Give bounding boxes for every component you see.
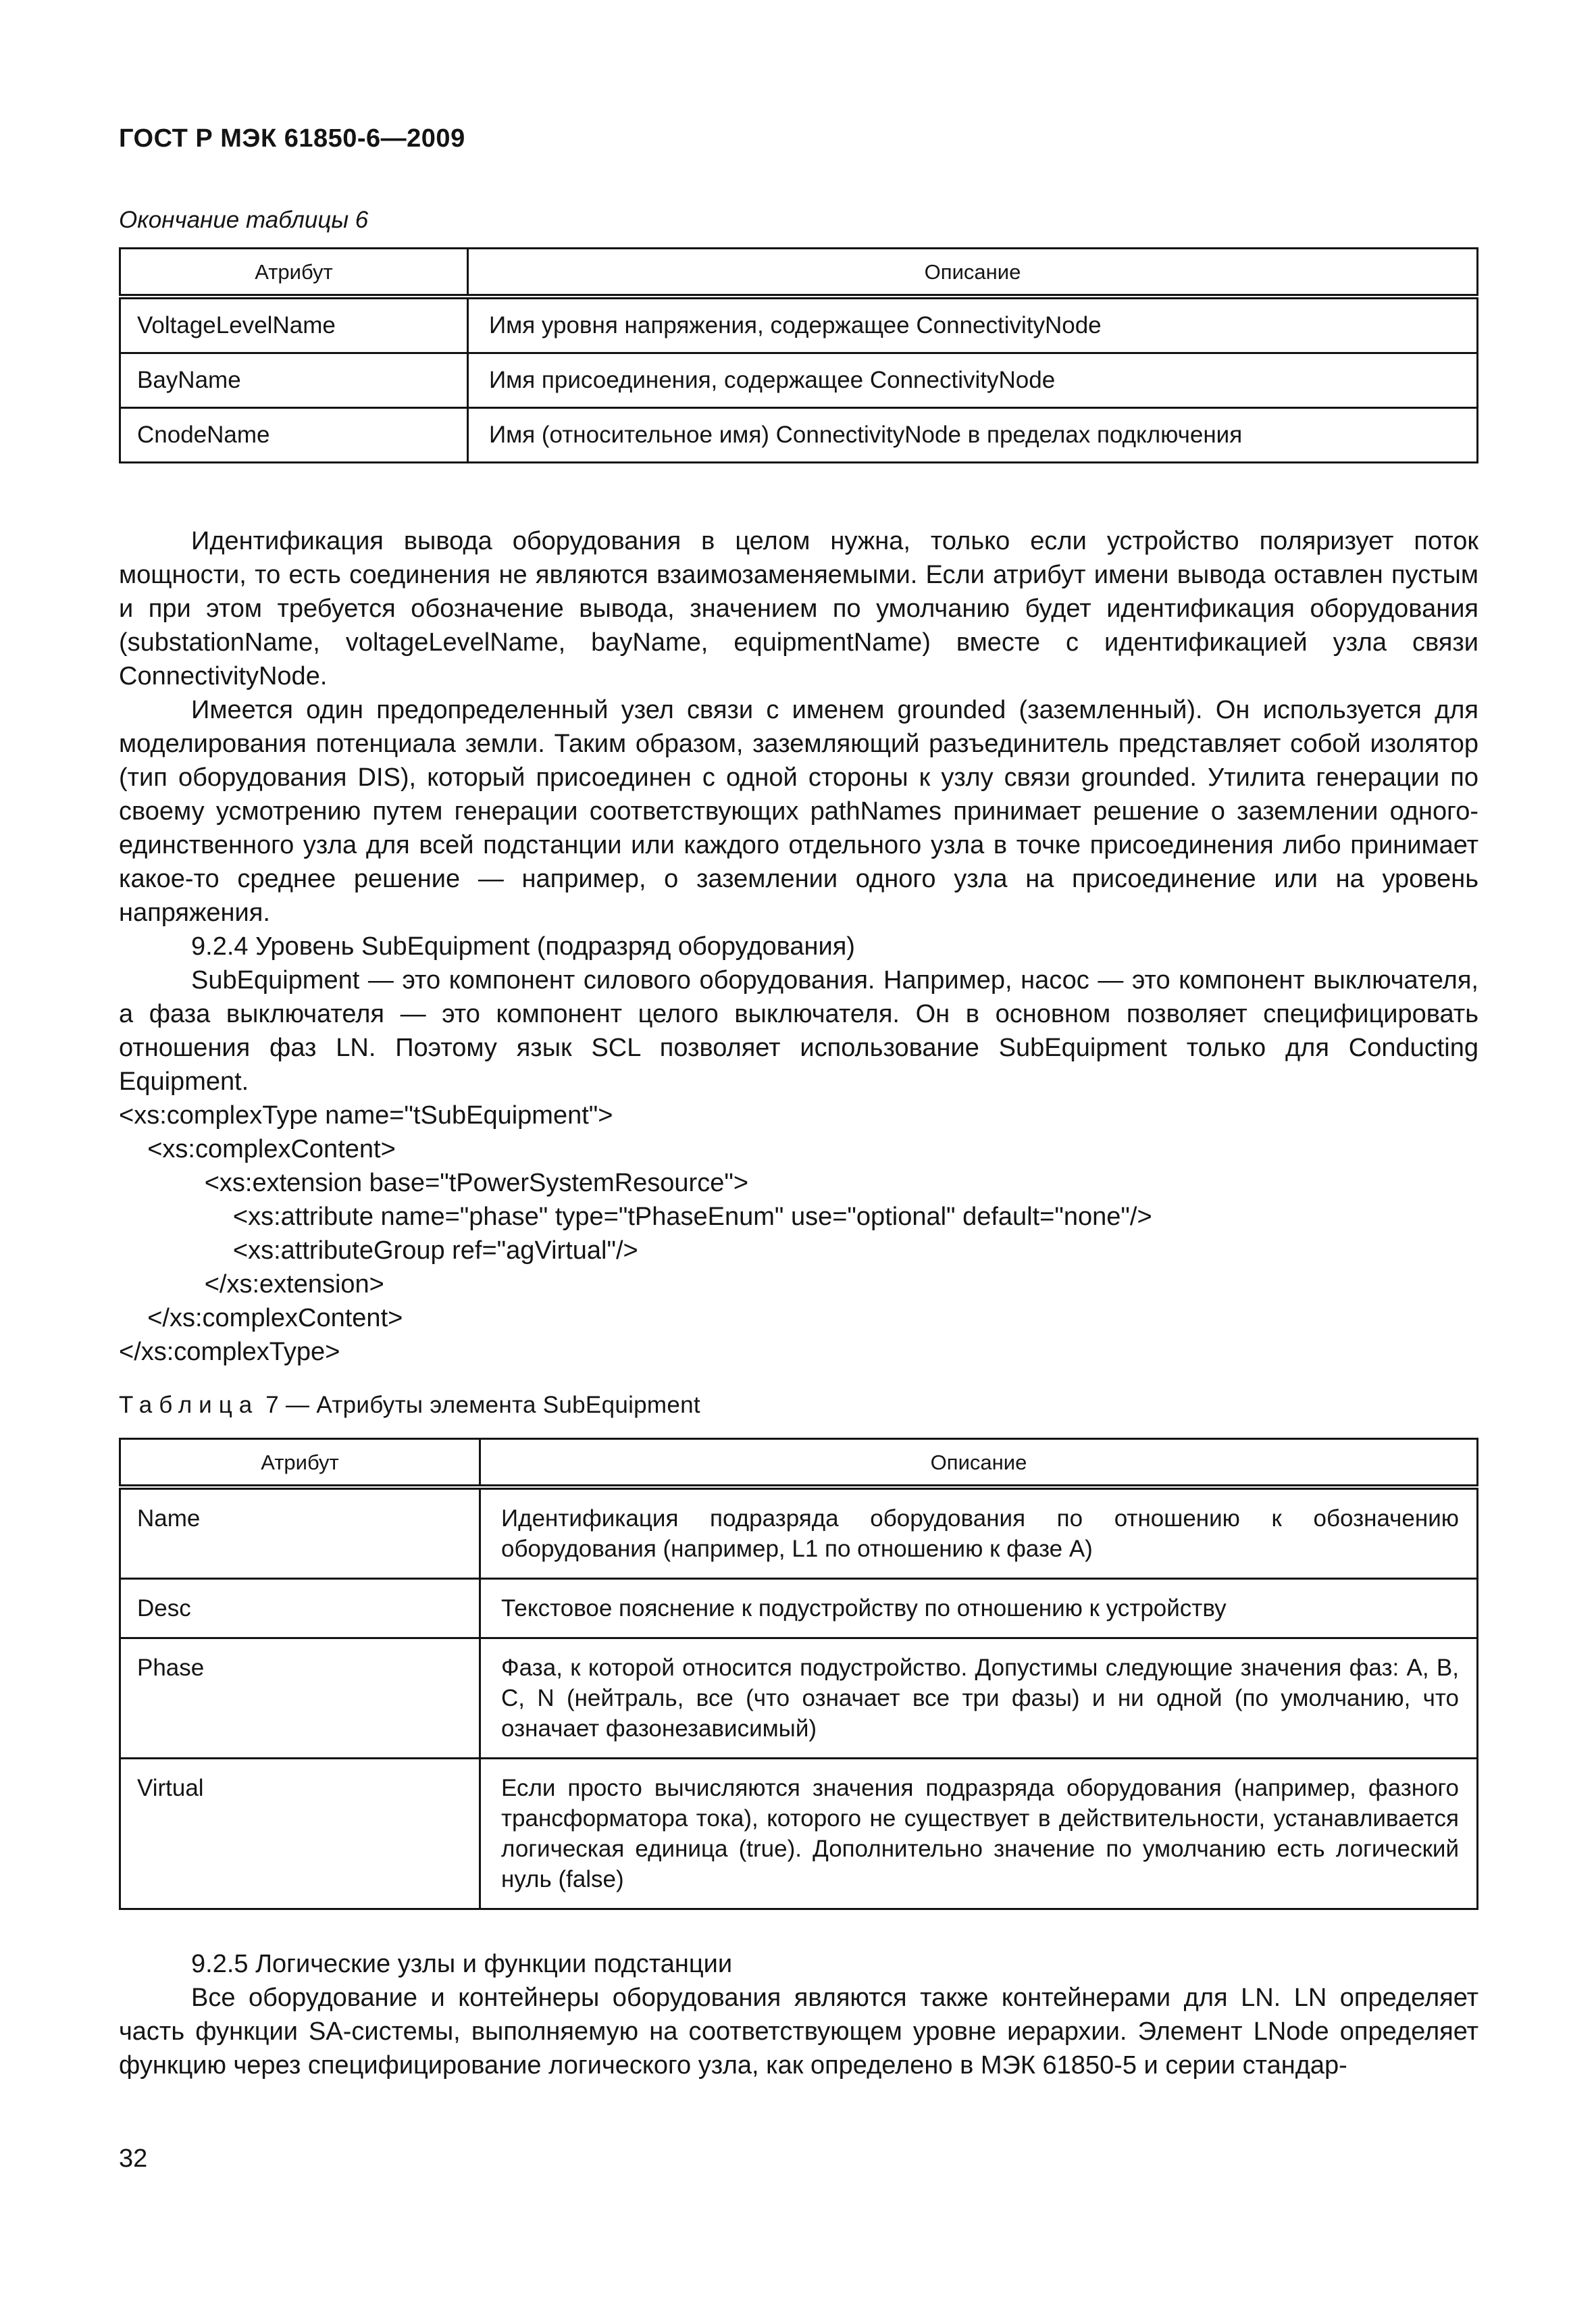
- column-header-attribute: Атрибут: [120, 249, 468, 297]
- description-cell: Имя присоединения, содержащее ConnectivityNode: [468, 353, 1478, 408]
- table-7-caption: [119, 1392, 700, 1419]
- table-header-row: [120, 249, 1478, 297]
- column-header-description: Описание: [468, 249, 1478, 297]
- code-line: <xs:attributeGroup ref="agVirtual"/>: [119, 1236, 638, 1265]
- description-cell: Идентификация подразряда оборудования по отношению к обозначению оборудования (например, L1 по отношению к фазе А): [480, 1487, 1478, 1579]
- code-line: <xs:complexContent>: [119, 1135, 396, 1163]
- paragraph: Имеется один предопределенный узел связи с именем grounded (заземленный). Он используется для моделирования потенциала земли. Таким образом, заземляющий разъединитель представляет собой изолятор (тип оборудования DIS), который присоединен с одной стороны к узлу связи grounded. Утилита генерации по своему усмотрению путем генерации соответствующих pathNames принимает решение о заземлении одного-единственного узла для всей подстанции или каждого отдельного узла в точке присоединения либо принимает какое-то среднее решение — например, о заземлении одного узла на присоединение или на уровень напряжения.: [119, 696, 1478, 927]
- description-cell: Текстовое пояснение к подустройству по отношению к устройству: [480, 1579, 1478, 1638]
- xml-schema-code: [119, 1099, 1478, 1369]
- table-row: [120, 1579, 1478, 1638]
- code-line: <xs:extension base="tPowerSystemResource">: [119, 1169, 749, 1197]
- body-text-block: [119, 1947, 1478, 2082]
- table-caption-title: 7 — Атрибуты элемента SubEquipment: [259, 1392, 700, 1418]
- table-row: [120, 408, 1478, 463]
- paragraph: Все оборудование и контейнеры оборудования являются также контейнерами для LN. LN определяет часть функции SA-системы, выполняемую на соответствующем уровне иерархии. Элемент LNode определяет функцию через специфицирование логического узла, как определено в МЭК 61850-5 и серии стандар-: [119, 1984, 1478, 2080]
- description-cell: Имя уровня напряжения, содержащее ConnectivityNode: [468, 297, 1478, 353]
- page-number: 32: [119, 2144, 148, 2173]
- code-line: </xs:extension>: [119, 1270, 384, 1299]
- attribute-cell: VoltageLevelName: [120, 297, 468, 353]
- code-line: </xs:complexType>: [119, 1338, 340, 1366]
- attribute-cell: CnodeName: [120, 408, 468, 463]
- code-line: <xs:complexType name="tSubEquipment">: [119, 1101, 613, 1130]
- table-row: [120, 297, 1478, 353]
- column-header-attribute: Атрибут: [120, 1439, 480, 1488]
- description-cell: Если просто вычисляются значения подразряда оборудования (например, фазного трансформатора тока), которого не существует в действительности, устанавливается логическая единица (true). Дополнительно значение по умолчанию есть логический нуль (false): [480, 1759, 1478, 1909]
- table-caption-word: Таблица: [119, 1392, 259, 1418]
- section-heading-9-2-4: 9.2.4 Уровень SubEquipment (подразряд оборудования): [191, 932, 855, 961]
- body-text-block: [119, 524, 1478, 1369]
- section-heading-9-2-5: 9.2.5 Логические узлы и функции подстанции: [191, 1950, 733, 1978]
- table-header-row: [120, 1439, 1478, 1488]
- document-header: ГОСТ Р МЭК 61850-6—2009: [119, 124, 465, 153]
- attribute-cell: Virtual: [120, 1759, 480, 1909]
- table-7: [119, 1438, 1478, 1910]
- paragraph: Идентификация вывода оборудования в целом нужна, только если устройство поляризует поток мощности, то есть соединения не являются взаимозаменяемыми. Если атрибут имени вывода оставлен пустым и при этом требуется обозначение вывода, значением по умолчанию будет идентификация оборудования (substationName, voltageLevelName, bayName, equipmentName) вместе с идентификацией узла связи ConnectivityNode.: [119, 527, 1478, 690]
- attribute-cell: Desc: [120, 1579, 480, 1638]
- table-row: [120, 1638, 1478, 1759]
- code-line: </xs:complexContent>: [119, 1304, 403, 1332]
- description-cell: Фаза, к которой относится подустройство. Допустимы следующие значения фаз: A, B, C, N (нейтраль, все (что означает все три фазы) и ни одной (по умолчанию, что означает фазонезависимый): [480, 1638, 1478, 1759]
- code-line: <xs:attribute name="phase" type="tPhaseEnum" use="optional" default="none"/>: [119, 1203, 1152, 1231]
- attribute-cell: Name: [120, 1487, 480, 1579]
- table-row: [120, 353, 1478, 408]
- paragraph: SubEquipment — это компонент силового оборудования. Например, насос — это компонент выключателя, а фаза выключателя — это компонент целого выключателя. Он в основном позволяет специфицировать отношения фаз LN. Поэтому язык SCL позволяет использование SubEquipment только для Conducting Equipment.: [119, 966, 1478, 1096]
- column-header-description: Описание: [480, 1439, 1478, 1488]
- table-row: [120, 1487, 1478, 1579]
- attribute-cell: Phase: [120, 1638, 480, 1759]
- description-cell: Имя (относительное имя) ConnectivityNode в пределах подключения: [468, 408, 1478, 463]
- table-6: [119, 247, 1478, 463]
- table-6-caption: Окончание таблицы 6: [119, 207, 369, 233]
- attribute-cell: BayName: [120, 353, 468, 408]
- table-row: [120, 1759, 1478, 1909]
